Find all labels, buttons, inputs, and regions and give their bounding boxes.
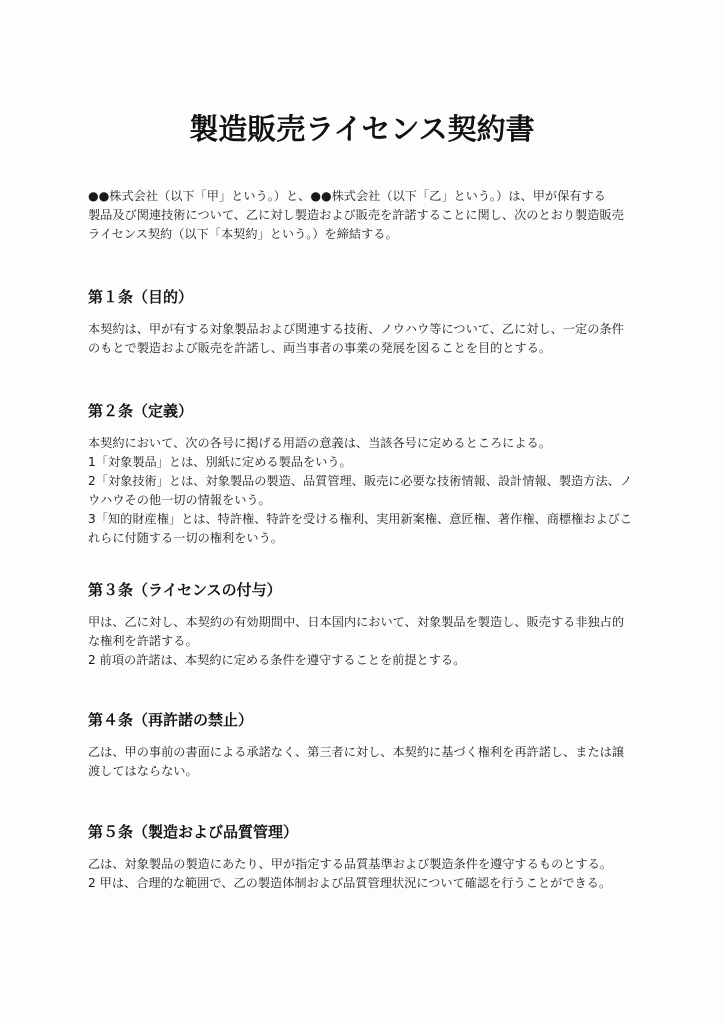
article-2 (88, 401, 648, 548)
document-title: 製造販売ライセンス契約書 (189, 112, 535, 146)
preamble-paragraph (88, 187, 648, 244)
article-3 (88, 580, 648, 670)
article-line: 3「知的財産権」とは、特許権、特許を受ける権利、実用新案権、意匠権、著作権、商標権およびこ (88, 512, 633, 526)
article-line: のもとで製造および販売を許諾し、両当事者の事業の発展を図ることを目的とする。 (88, 341, 552, 355)
article-body (88, 320, 648, 358)
article-body (88, 743, 648, 781)
preamble-line: ●●株式会社（以下「甲」という。）と、●●株式会社（以下「乙」という。）は、甲が保有する (88, 189, 606, 203)
preamble (88, 187, 648, 244)
preamble-line: ライセンス契約（以下「本契約」という。）を締結する。 (88, 227, 398, 241)
article-heading: 第４条（再許諾の禁止） (88, 711, 254, 729)
article-line: 甲は、乙に対し、本契約の有効期間中、日本国内において、対象製品を製造し、販売する非独占的 (88, 615, 625, 629)
article-heading: 第１条（目的） (88, 288, 194, 306)
article-body (88, 434, 648, 548)
article-1 (88, 287, 648, 358)
article-body (88, 855, 648, 893)
article-line: 本契約は、甲が有する対象製品および関連する技術、ノウハウ等について、乙に対し、一定の条件 (88, 322, 624, 336)
article-line: 1「対象製品」とは、別紙に定める製品をいう。 (88, 455, 352, 469)
article-line: 乙は、対象製品の製造にあたり、甲が指定する品質基準および製造条件を遵守するものとする。 (88, 857, 613, 871)
article-line: 乙は、甲の事前の書面による承諾なく、第三者に対し、本契約に基づく権利を再許諾し、または譲 (88, 745, 625, 759)
article-line: 渡してはならない。 (88, 764, 198, 778)
article-line: 本契約において、次の各号に掲げる用語の意義は、当該各号に定めるところによる。 (88, 436, 551, 450)
article-line: れらに付随する一切の権利をいう。 (88, 531, 283, 545)
article-4 (88, 710, 648, 781)
article-line: 2 甲は、合理的な範囲で、乙の製造体制および品質管理状況について確認を行うことができる。 (88, 876, 612, 890)
preamble-line: 製品及び関連技術について、乙に対し製造および販売を許諾することに関し、次のとおり製造販売 (88, 208, 624, 222)
article-body (88, 613, 648, 670)
article-5 (88, 822, 648, 893)
article-line: 2「対象技術」とは、対象製品の製造、品質管理、販売に必要な技術情報、設計情報、製造方法、ノ (88, 474, 633, 488)
article-heading: 第５条（製造および品質管理） (88, 823, 299, 841)
article-heading: 第３条（ライセンスの付与） (88, 581, 282, 599)
article-line: な権利を許諾する。 (88, 634, 198, 648)
article-heading: 第２条（定義） (88, 402, 194, 420)
article-line: 2 前項の許諾は、本契約に定める条件を遵守することを前提とする。 (88, 653, 466, 667)
article-line: ウハウその他一切の情報をいう。 (88, 493, 271, 507)
